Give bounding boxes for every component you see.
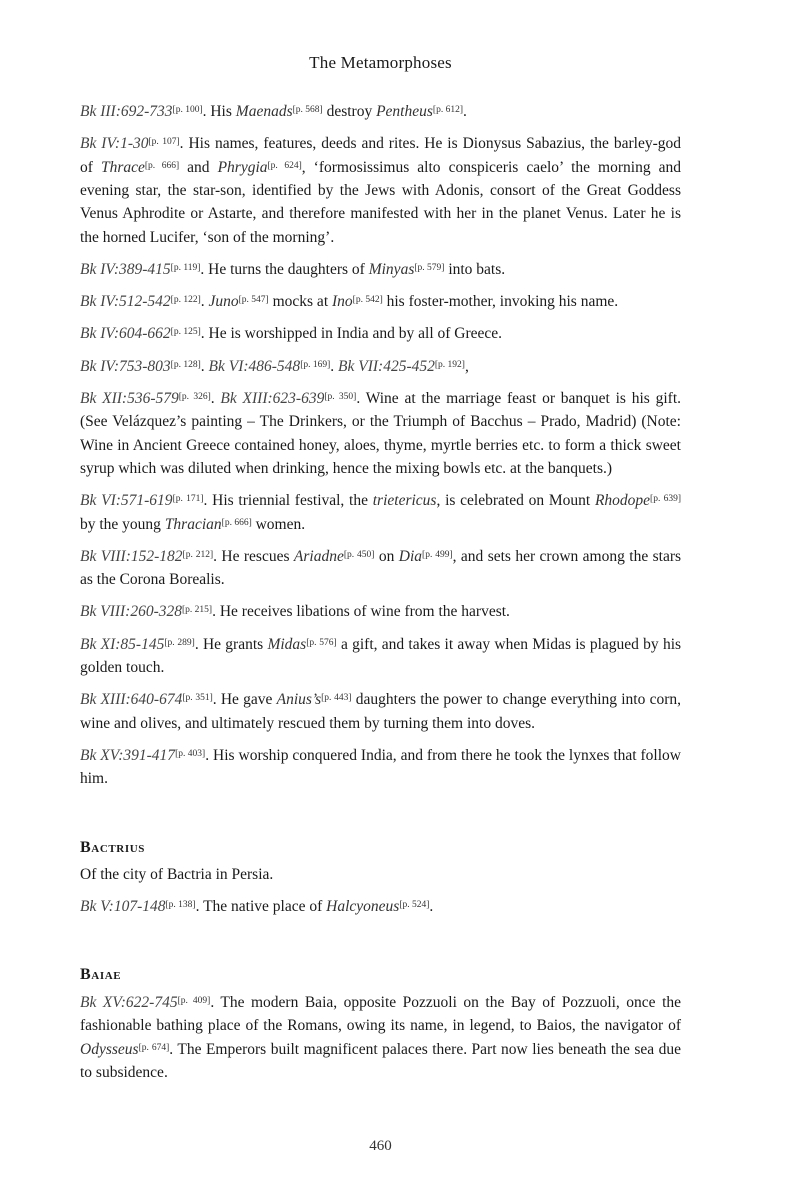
page-reference: [p. 450] <box>343 549 375 560</box>
page-reference: [p. 612] <box>432 105 463 115</box>
entry-bk-iv-512 <box>80 290 681 313</box>
entry-text: women. <box>251 515 306 533</box>
name-reference: Halcyoneus <box>326 898 400 916</box>
page-reference: [p. 350] <box>324 391 357 402</box>
entry-text: . His names, features, deeds and rites. He is Dionysus Sabazius, the barley-god of <box>80 135 682 176</box>
entry-bk-xii-536 <box>80 387 681 481</box>
book-reference: Bk VIII:260-328 <box>80 603 182 621</box>
entry-text: . <box>210 389 221 407</box>
section-heading-bactrius: Bactrius <box>80 838 145 856</box>
entry-text: . <box>462 103 467 120</box>
entry-bk-viii-152 <box>80 545 681 592</box>
entry-bk-iv-604 <box>80 322 681 345</box>
page-reference: [p. 351] <box>182 693 213 704</box>
page-reference: [p. 409] <box>177 995 211 1006</box>
page-reference: [p. 403] <box>175 748 206 759</box>
entry-bk-viii-260 <box>80 600 681 623</box>
entry-text: . <box>200 293 209 311</box>
book-reference: Bk XV:391-417 <box>80 746 176 764</box>
page-reference: [p. 171] <box>172 494 204 505</box>
book-reference: Bk XII:536-579 <box>80 389 179 407</box>
page-reference: [p. 499] <box>422 549 453 560</box>
book-reference: Bk XV:622-745 <box>80 993 178 1011</box>
entry-text: . His worship conquered India, and from there he took the lynxes that follow him. <box>80 746 681 788</box>
section-spacer <box>80 800 681 836</box>
entry-text: . He gave <box>212 691 277 709</box>
page-reference: [p. 326] <box>178 391 211 402</box>
name-reference: Ariadne <box>293 547 344 565</box>
entry-text: . The native place of <box>195 898 327 916</box>
entry-text: . He rescues <box>213 547 294 565</box>
page-reference: [p. 547] <box>238 295 269 306</box>
entry-text: . He turns the daughters of <box>200 261 369 279</box>
entry-text: . His <box>202 103 236 120</box>
entry-text: into bats. <box>444 261 506 279</box>
page-reference: [p. 639] <box>650 494 681 505</box>
book-reference: Bk VI:571-619 <box>80 492 173 510</box>
name-reference: trietericus <box>372 492 437 510</box>
book-reference: Bk VIII:152-182 <box>80 547 183 565</box>
page-reference: [p. 568] <box>292 105 323 115</box>
entry-text: . <box>200 357 209 375</box>
book-page <box>80 0 681 1200</box>
page-reference: [p. 289] <box>164 637 195 648</box>
entry-bk-vi-571 <box>80 489 681 536</box>
section-heading-baiae: Baiae <box>80 966 122 984</box>
page-reference: [p. 122] <box>170 295 201 306</box>
book-reference: Bk IV:1-30 <box>80 135 149 153</box>
entry-text: daughters the power to change everything into corn, wine and olives, and ultimately rescued them by turning them into doves. <box>80 691 681 732</box>
book-reference: Bk IV:512-542 <box>80 293 171 311</box>
bactrius-description: Of the city of Bactria in Persia. <box>80 865 274 883</box>
page-reference: [p. 192] <box>434 359 465 370</box>
book-reference: Bk XI:85-145 <box>80 635 165 653</box>
entry-bk-iv-1 <box>80 132 681 249</box>
page-reference: [p. 169] <box>300 359 331 370</box>
entry-text: . He grants <box>194 635 268 653</box>
entry-bk-xi-85 <box>80 633 681 680</box>
entry-text: , and sets her crown among the stars as the Corona Borealis. <box>80 547 682 589</box>
page-reference: [p. 215] <box>182 605 213 616</box>
book-reference: Bk IV:389-415 <box>80 261 171 279</box>
name-reference: Odysseus <box>80 1040 139 1058</box>
page-reference: [p. 119] <box>170 263 201 274</box>
entry-text: . <box>330 357 339 375</box>
name-reference: Thrace <box>100 158 145 176</box>
entry-text: mocks at <box>268 293 332 311</box>
name-reference: Midas <box>267 635 307 653</box>
page-reference: [p. 542] <box>352 295 383 306</box>
book-reference: Bk IV:753-803 <box>80 357 171 375</box>
book-reference: Bk VII:425-452 <box>338 357 435 375</box>
entry-bk-iv-753 <box>80 355 681 378</box>
name-reference: Pentheus <box>376 103 433 120</box>
page-reference: [p. 576] <box>306 637 337 648</box>
book-reference: Bk III:692-733 <box>80 103 173 120</box>
entry-text: and <box>179 158 218 176</box>
entry-text: . He receives libations of wine from the harvest. <box>212 603 510 621</box>
entry-text: , is celebrated on Mount <box>436 492 595 510</box>
page-reference: [p. 674] <box>138 1042 170 1053</box>
book-reference: Bk V:107-148 <box>80 898 166 916</box>
page-reference: [p. 666] <box>221 517 252 528</box>
page-reference: [p. 138] <box>165 900 196 911</box>
entry-text: , <box>464 357 469 375</box>
entry-bk-xv-622 <box>80 991 681 1085</box>
entry-text: , ‘formosissimus alto conspiceris caelo’ the morning and evening star, the star-son, identified by the Jews with Adonis, consort of the Great Goddess Venus Aphrodite or Astarte, and therefore manifested with her in the planet Venus. Later he is the horned Lucifer, ‘son of the morning’. <box>80 158 682 246</box>
book-reference: Bk XIII:623-639 <box>220 389 325 407</box>
entry-text: . He is worshipped in India and by all of Greece. <box>200 325 503 343</box>
page-reference: [p. 579] <box>414 263 445 274</box>
entry-bk-v-107 <box>80 895 681 918</box>
name-reference: Minyas <box>368 261 415 279</box>
book-reference: Bk VI:486-548 <box>208 357 301 375</box>
entry-text: . The modern Baia, opposite Pozzuoli on the Bay of Pozzuoli, once the fashionable bathing place of the Romans, owing its name, in legend, to Baios, the navigator of <box>80 993 682 1035</box>
page-reference: [p. 125] <box>170 327 201 338</box>
name-reference: Anius’s <box>276 691 322 709</box>
name-reference: Maenads <box>235 103 293 120</box>
entry-text: destroy <box>322 103 377 120</box>
entry-text: . His triennial festival, the <box>203 492 373 510</box>
entry-text: his foster-mother, invoking his name. <box>382 293 619 311</box>
book-reference: Bk XIII:640-674 <box>80 691 183 709</box>
book-reference: Bk IV:604-662 <box>80 325 171 343</box>
page-reference: [p. 128] <box>170 359 201 370</box>
section-spacer <box>80 927 681 963</box>
name-reference: Phrygia <box>217 158 268 176</box>
page-reference: [p. 524] <box>399 900 430 911</box>
page-body <box>80 100 681 1093</box>
running-head: The Metamorphoses <box>309 53 452 72</box>
page-reference: [p. 100] <box>172 105 203 115</box>
page-reference: [p. 212] <box>182 549 214 560</box>
entry-text: . The Emperors built magnificent palaces there. Part now lies beneath the sea due to subsidence. <box>80 1040 681 1081</box>
name-reference: Juno <box>208 293 239 311</box>
entry-text: by the young <box>80 515 165 533</box>
name-reference: Dia <box>398 547 423 565</box>
name-reference: Thracian <box>164 515 222 533</box>
entry-text: a gift, and takes it away when Midas is plagued by his golden touch. <box>80 635 682 677</box>
entry-bk-iii-692 <box>80 100 681 123</box>
entry-text: on <box>374 547 399 565</box>
entry-bk-xv-391 <box>80 744 681 791</box>
page-reference: [p. 443] <box>321 693 352 704</box>
entry-bk-iv-389 <box>80 258 681 281</box>
page-reference: [p. 624] <box>267 160 302 171</box>
entry-text: . Wine at the marriage feast or banquet is his gift. (See Velázquez’s painting – The Drinkers, or the Triumph of Bacchus – Prado, Madrid) (Note: Wine in Ancient Greece contained honey, aloes, thyme, myrtle berries etc. to form a thick sweet syrup which was diluted when drinking, hence the mixing bowls etc. at the banquets.) <box>80 389 682 478</box>
entry-bk-xiii-640 <box>80 688 681 735</box>
page-number: 460 <box>369 1138 392 1154</box>
page-reference: [p. 107] <box>148 137 180 148</box>
name-reference: Ino <box>332 293 353 311</box>
name-reference: Rhodope <box>594 492 651 510</box>
entry-text: . <box>429 898 434 916</box>
page-reference: [p. 666] <box>144 160 180 171</box>
